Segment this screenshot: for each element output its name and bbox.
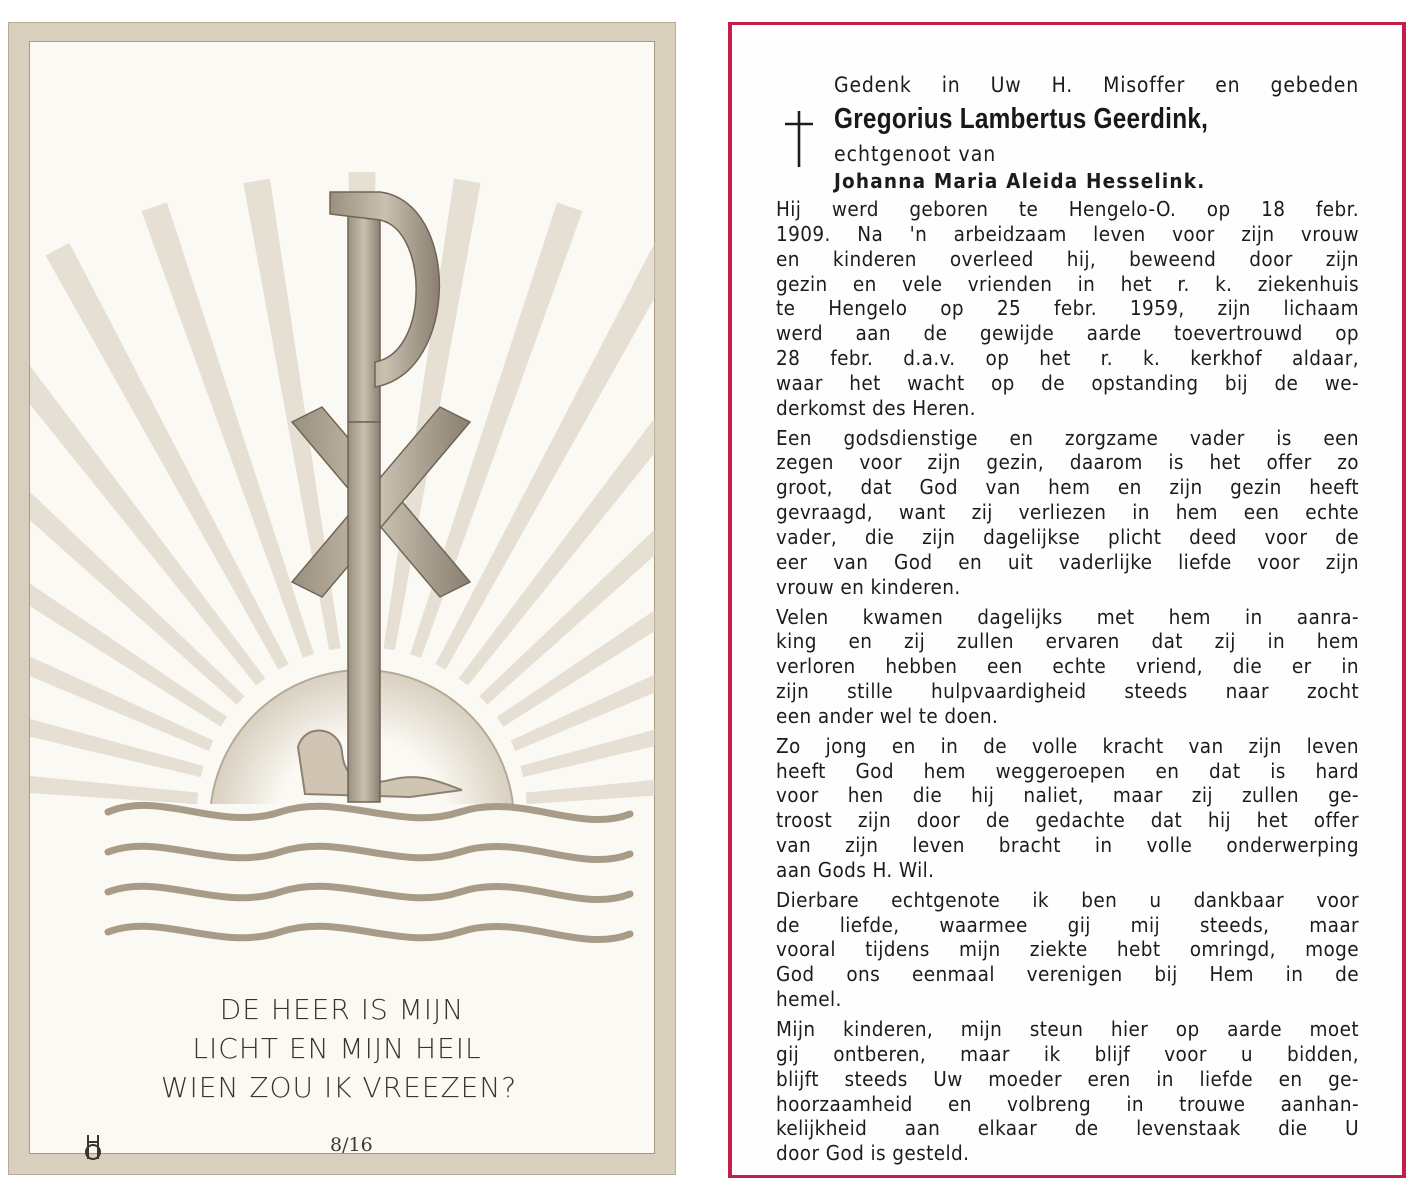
memorial-paragraph — [776, 734, 1359, 883]
text-line: Velen kwamen dagelijks met hem in aanra- — [776, 604, 1359, 629]
text-line: Dierbare echtgenote ik ben u dankbaar voor — [776, 887, 1359, 912]
relation-label: echtgenoot van — [834, 142, 997, 166]
text-line: waar het wacht op de opstanding bij de we- — [776, 370, 1359, 395]
text-line: gevraagd, want zij verliezen in hem een echte — [776, 500, 1359, 525]
text-line: gij ontberen, maar ik blijf voor u bidden, — [776, 1041, 1359, 1066]
text-line: zijn stille hulpvaardigheid steeds naar zocht — [776, 679, 1359, 704]
text-line: troost zijn door de gedachte dat hij het offer — [776, 808, 1359, 833]
memorial-paragraphs — [776, 197, 1359, 1166]
spouse-name: Johanna Maria Aleida Hesselink. — [834, 169, 1206, 193]
latin-cross-icon — [782, 109, 816, 167]
text-line: derkomst des Heren. — [776, 395, 976, 420]
text-line: een ander wel te doen. — [776, 703, 999, 728]
monogram-icon — [80, 1132, 106, 1162]
text-line: zegen voor zijn gezin, daarom is het offer zo — [776, 450, 1359, 475]
memorial-card-back — [728, 22, 1406, 1178]
card-back-paper — [732, 25, 1402, 1175]
text-line: vader, die zijn dagelijkse plicht deed voor de — [776, 524, 1359, 549]
text-line: hoorzaamheid en volbreng in trouwe aanhan- — [776, 1091, 1359, 1116]
text-line: gezin en vele vrienden in het r. k. ziekenhuis — [776, 271, 1359, 296]
text-line: de liefde, waarmee gij mij steeds, maar — [776, 912, 1359, 937]
text-line: en kinderen overleed hij, beweend door zijn — [776, 246, 1359, 271]
text-line: king en zij zullen ervaren dat zij in hem — [776, 629, 1359, 654]
card-number: 8/16 — [330, 1134, 373, 1156]
text-line: blijft steeds Uw moeder eren in liefde en ge- — [776, 1066, 1359, 1091]
motto-line-1: DE HEER IS MIJN — [219, 993, 465, 1026]
motto-line-3: WIEN ZOU IK VREEZEN? — [160, 1071, 518, 1104]
text-line: 28 febr. d.a.v. op het r. k. kerkhof aldaar, — [776, 346, 1359, 371]
memorial-paragraph — [776, 197, 1359, 421]
text-line: van zijn leven bracht in volle onderwerping — [776, 833, 1359, 858]
text-line: werd aan de gewijde aarde toevertrouwd op — [776, 321, 1359, 346]
text-line: aan Gods H. Wil. — [776, 857, 935, 882]
text-line: groot, dat God van hem en zijn gezin heeft — [776, 475, 1359, 500]
text-line: Een godsdienstige en zorgzame vader is een — [776, 425, 1359, 450]
text-line: voor hen die hij naliet, maar zij zullen ge- — [776, 783, 1359, 808]
memorial-paragraph — [776, 605, 1359, 729]
motto-text — [30, 990, 654, 1107]
text-line: vooral tijdens mijn ziekte hebt omringd, moge — [776, 937, 1359, 962]
memorial-paragraph — [776, 1017, 1359, 1166]
memorial-paragraph — [776, 888, 1359, 1012]
chi-rho-sunburst-illustration — [30, 42, 656, 962]
text-line: Zo jong en in de volle kracht van zijn leven — [776, 733, 1359, 758]
text-line: hemel. — [776, 987, 842, 1012]
text-line: heeft God hem weggeroepen en dat is hard — [776, 758, 1359, 783]
memorial-header: Gedenk in Uw H. Misoffer en gebeden — [834, 73, 1359, 97]
text-line: God ons eenmaal verenigen bij Hem in de — [776, 962, 1359, 987]
memorial-text — [776, 71, 1359, 1166]
deceased-name-row — [834, 103, 1359, 141]
motto-line-2: LICHT EN MIJN HEIL — [192, 1032, 482, 1065]
card-front-paper — [29, 41, 655, 1154]
text-line: Hij werd geboren te Hengelo-O. op 18 febr. — [776, 197, 1359, 221]
sun-ray — [142, 202, 314, 657]
text-line: eer van God en uit vaderlijke liefde voor zijn — [776, 549, 1359, 574]
deceased-name: Gregorius Lambertus Geerdink, — [834, 103, 1209, 135]
text-line: 1909. Na 'n arbeidzaam leven voor zijn vrouw — [776, 221, 1359, 246]
text-line: Mijn kinderen, mijn steun hier op aarde moet — [776, 1017, 1359, 1041]
text-line: vrouw en kinderen. — [776, 574, 961, 599]
text-line: te Hengelo op 25 febr. 1959, zijn lichaam — [776, 296, 1359, 321]
memorial-paragraph — [776, 426, 1359, 600]
memorial-card-front — [8, 22, 676, 1175]
text-line: door God is gesteld. — [776, 1141, 970, 1166]
text-line: verloren hebben een echte vriend, die er in — [776, 654, 1359, 679]
text-line: kelijkheid aan elkaar de levenstaak die U — [776, 1116, 1359, 1141]
